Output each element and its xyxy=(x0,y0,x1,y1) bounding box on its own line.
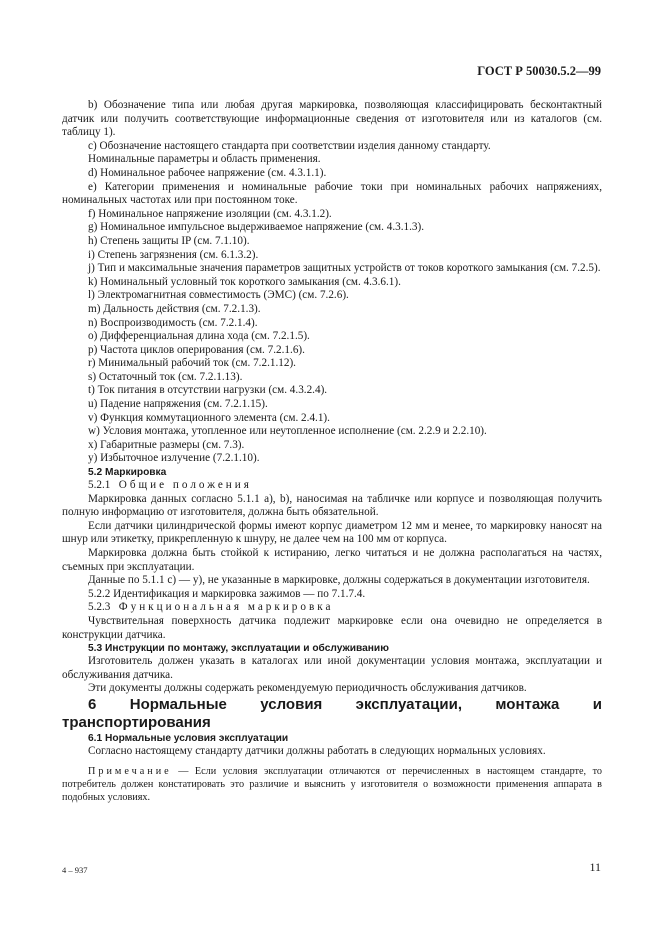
paragraph-w: w) Условия монтажа, утопленное или неутопленное исполнение (см. 2.2.9 и 2.2.10). xyxy=(88,425,487,438)
paragraph-5-2-2: 5.2.2 Идентификация и маркировка зажимов — по 7.1.7.4. xyxy=(88,587,366,600)
paragraph-s: s) Остаточный ток (см. 7.2.1.13). xyxy=(88,370,243,383)
subsection-5-2-3-number: 5.2.3 xyxy=(88,601,111,614)
section-6 xyxy=(62,696,602,804)
marking-list xyxy=(62,99,602,466)
section-6-title: 6 Нормальные условия эксплуатации, монтажа и транспортирования xyxy=(62,695,602,731)
subsection-5-2-1-number: 5.2.1 xyxy=(88,479,111,492)
paragraph-g: g) Номинальное импульсное выдерживаемое напряжение (см. 4.3.1.3). xyxy=(88,221,425,234)
paragraph-l: l) Электромагнитная совместимость (ЭМС) (см. 7.2.6). xyxy=(88,289,349,302)
subsection-5-2-3-heading xyxy=(62,601,602,615)
paragraph-5-3-b: Эти документы должны содержать рекомендуемую периодичность обслуживания датчиков. xyxy=(88,682,527,695)
paragraph-r: r) Минимальный рабочий ток (см. 7.2.1.12). xyxy=(88,357,296,370)
paragraph-m: m) Дальность действия (см. 7.2.1.3). xyxy=(88,302,261,315)
paragraph-v: v) Функция коммутационного элемента (см. 2.4.1). xyxy=(88,411,330,424)
paragraph-5-3-a: Изготовитель должен указать в каталогах или иной документации условия монтажа, эксплуатации и обслуживания датчика. xyxy=(62,655,602,681)
paragraph-5-2-3: Чувствительная поверхность датчика подлежит маркировке если она очевидно не определяется в конструкции датчика. xyxy=(62,614,602,641)
note-label: Примечание xyxy=(88,765,172,777)
section-5-3 xyxy=(62,642,602,696)
paragraph-j: j) Тип и максимальные значения параметров защитных устройств от токов короткого замыкания (см. 7.2.5). xyxy=(88,262,601,275)
paragraph-t: t) Ток питания в отсутствии нагрузки (см. 4.3.2.4). xyxy=(88,384,328,397)
paragraph-h: h) Степень защиты IP (см. 7.1.10). xyxy=(88,234,250,247)
page-content xyxy=(62,99,602,804)
paragraph-n: n) Воспроизводимость (см. 7.2.1.4). xyxy=(88,316,258,329)
paragraph-f: f) Номинальное напряжение изоляции (см. 4.3.1.2). xyxy=(88,207,332,220)
page-number: 11 xyxy=(589,860,601,874)
paragraph-c: c) Обозначение настоящего стандарта при соответствии изделия данному стандарту. xyxy=(88,139,491,152)
document-code: ГОСТ Р 50030.5.2—99 xyxy=(477,64,601,78)
subsection-5-2-3-title: Функциональная маркировка xyxy=(118,601,334,614)
note-text: — Если условия эксплуатации отличаются от перечисленных в настоящем стандарте, то потребитель должен констатировать это различие и выяснить у изготовителя о возможности применения аппарата в подобных условиях. xyxy=(62,765,602,803)
paragraph-i: i) Степень загрязнения (см. 6.1.3.2). xyxy=(88,248,259,261)
paragraph-u: u) Падение напряжения (см. 7.2.1.15). xyxy=(88,398,268,411)
subsection-5-2-1-title: Общие положения xyxy=(118,479,252,492)
paragraph-5-2-1-d: Данные по 5.1.1 c) — y), не указанные в маркировке, должны содержаться в документации изготовителя. xyxy=(88,574,590,587)
subsection-5-2-1-heading xyxy=(62,479,602,493)
note-paragraph xyxy=(62,765,602,804)
section-5-2 xyxy=(62,466,602,642)
section-5-2-title: 5.2 Маркировка xyxy=(88,467,167,479)
paragraph-x: x) Габаритные размеры (см. 7.3). xyxy=(88,438,245,451)
paragraph-6-1: Согласно настоящему стандарту датчики должны работать в следующих нормальных условиях. xyxy=(88,744,546,757)
note-block xyxy=(62,765,602,804)
paragraph-e: e) Категории применения и номинальные рабочие токи при номинальных рабочих напряжениях, номинальных частотах или при постоянном токе. xyxy=(62,180,602,207)
paragraph-ratings: Номинальные параметры и область применения. xyxy=(88,153,321,166)
paragraph-y: y) Избыточное излучение (7.2.1.10). xyxy=(88,452,260,465)
paragraph-5-2-1-a: Маркировка данных согласно 5.1.1 a), b), наносимая на табличке или корпусе и позволяющая получить полную информацию от изготовителя, должна быть обязательной. xyxy=(62,492,602,519)
paragraph-5-2-1-b: Если датчики цилиндрической формы имеют корпус диаметром 12 мм и менее, то маркировку наносят на шнур или этикетку, прикрепленную к шнуру, не далее чем на 100 мм от корпуса. xyxy=(62,519,602,546)
section-5-3-title: 5.3 Инструкции по монтажу, эксплуатации и обслуживанию xyxy=(88,643,389,655)
paragraph-k: k) Номинальный условный ток короткого замыкания (см. 4.3.6.1). xyxy=(88,275,401,288)
paragraph-p: p) Частота циклов оперирования (см. 7.2.1.6). xyxy=(88,343,305,356)
section-6-1-title: 6.1 Нормальные условия эксплуатации xyxy=(88,732,289,744)
paragraph-d: d) Номинальное рабочее напряжение (см. 4.3.1.1). xyxy=(88,166,327,179)
print-code: 4 – 937 xyxy=(62,865,88,875)
paragraph-o: o) Дифференциальная длина хода (см. 7.2.1.5). xyxy=(88,330,310,343)
paragraph-5-2-1-c: Маркировка должна быть стойкой к истиранию, легко читаться и не должна располагаться на частях, съемных при эксплуатации. xyxy=(62,547,602,573)
paragraph-b: b) Обозначение типа или любая другая маркировка, позволяющая классифицировать бесконтактный датчик или получить соответствующие информационные сведения от изготовителя или из каталогов (см. таблицу 1). xyxy=(62,99,602,139)
